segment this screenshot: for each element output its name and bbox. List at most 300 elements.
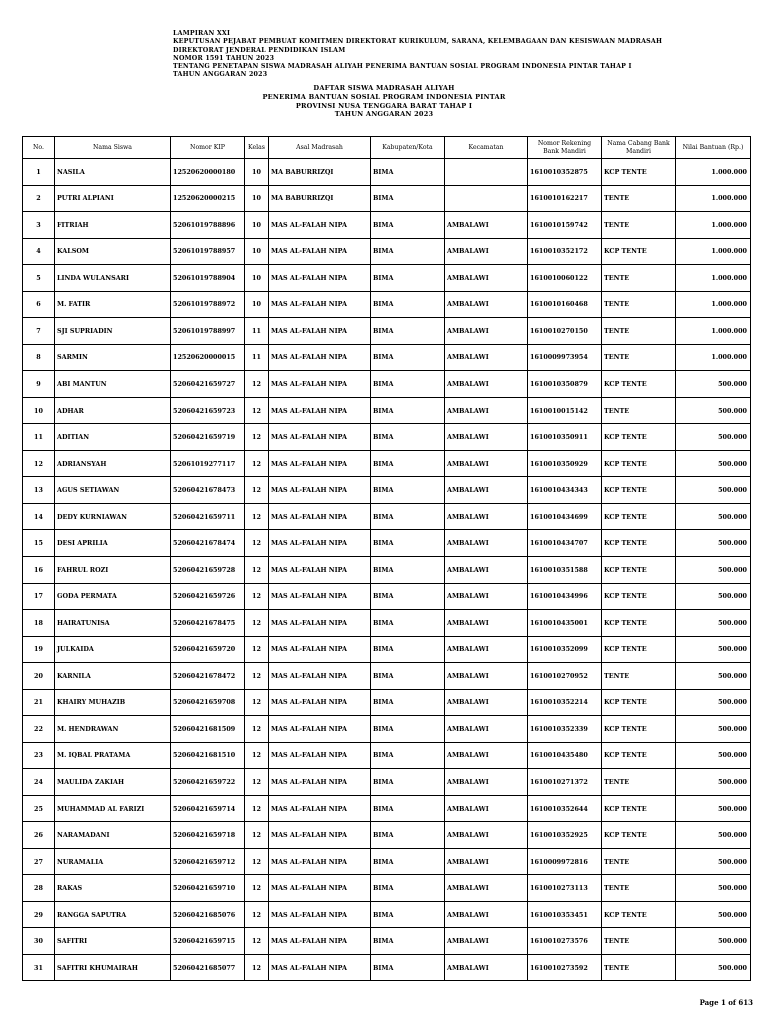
madrasah-name: MAS AL-FALAH NIPA [269,397,371,424]
row-number: 1 [23,159,55,186]
table-row [23,477,751,504]
account-number: 1610010015142 [528,397,602,424]
grade: 12 [245,875,269,902]
kip-number: 52061019788972 [171,291,245,318]
grade: 12 [245,795,269,822]
row-number: 19 [23,636,55,663]
kip-number: 52060421678475 [171,610,245,637]
account-number: 1610010270150 [528,318,602,345]
row-number: 5 [23,265,55,292]
row-number: 10 [23,397,55,424]
madrasah-name: MAS AL-FALAH NIPA [269,742,371,769]
regency: BIMA [371,477,445,504]
madrasah-name: MAS AL-FALAH NIPA [269,477,371,504]
row-number: 25 [23,795,55,822]
aid-amount: 500.000 [676,875,751,902]
district: AMBALAWI [445,397,528,424]
district: AMBALAWI [445,477,528,504]
table-row [23,636,751,663]
table-row [23,875,751,902]
aid-amount: 500.000 [676,954,751,981]
district: AMBALAWI [445,901,528,928]
student-name: RANGGA SAPUTRA [55,901,171,928]
table-row [23,716,751,743]
account-number: 1610010273592 [528,954,602,981]
bank-branch: TENTE [602,265,676,292]
row-number: 29 [23,901,55,928]
bank-branch: KCP TENTE [602,530,676,557]
madrasah-name: MAS AL-FALAH NIPA [269,636,371,663]
aid-amount: 500.000 [676,769,751,796]
madrasah-name: MAS AL-FALAH NIPA [269,238,371,265]
account-number: 1610010434996 [528,583,602,610]
kip-number: 52061019788997 [171,318,245,345]
table-header-row [23,137,751,159]
district: AMBALAWI [445,875,528,902]
student-name: DEDY KURNIAWAN [55,503,171,530]
row-number: 27 [23,848,55,875]
madrasah-name: MAS AL-FALAH NIPA [269,954,371,981]
kip-number: 52061019788957 [171,238,245,265]
kip-number: 52061019788896 [171,212,245,239]
row-number: 21 [23,689,55,716]
student-name: ADRIANSYAH [55,450,171,477]
student-name: MUHAMMAD AL FARIZI [55,795,171,822]
madrasah-name: MAS AL-FALAH NIPA [269,875,371,902]
madrasah-name: MAS AL-FALAH NIPA [269,318,371,345]
aid-amount: 500.000 [676,742,751,769]
kip-number: 52060421659723 [171,397,245,424]
grade: 12 [245,503,269,530]
grade: 10 [245,159,269,186]
aid-amount: 500.000 [676,901,751,928]
madrasah-name: MAS AL-FALAH NIPA [269,530,371,557]
account-number: 1610010352214 [528,689,602,716]
title-line: PROVINSI NUSA TENGGARA BARAT TAHAP I [295,101,473,110]
madrasah-name: MAS AL-FALAH NIPA [269,795,371,822]
madrasah-name: MAS AL-FALAH NIPA [269,556,371,583]
kip-number: 12520620000215 [171,185,245,212]
student-name: ADHAR [55,397,171,424]
table-row [23,769,751,796]
kip-number: 52060421659715 [171,928,245,955]
student-name: LINDA WULANSARI [55,265,171,292]
regency: BIMA [371,318,445,345]
table-row [23,795,751,822]
table-row [23,318,751,345]
row-number: 11 [23,424,55,451]
row-number: 14 [23,503,55,530]
kip-number: 52061019277117 [171,450,245,477]
regency: BIMA [371,954,445,981]
account-number: 1610010352644 [528,795,602,822]
regency: BIMA [371,291,445,318]
bank-branch: TENTE [602,954,676,981]
district: AMBALAWI [445,822,528,849]
row-number: 16 [23,556,55,583]
kip-number: 52060421678473 [171,477,245,504]
column-header: Nama Cabang Bank Mandiri [602,137,676,159]
district: AMBALAWI [445,848,528,875]
row-number: 3 [23,212,55,239]
column-header: Kelas [245,137,269,159]
student-name: NURAMALIA [55,848,171,875]
bank-branch: KCP TENTE [602,689,676,716]
kip-number: 52060421659719 [171,424,245,451]
row-number: 4 [23,238,55,265]
table-row [23,185,751,212]
aid-amount: 1.000.000 [676,318,751,345]
table-row [23,397,751,424]
student-name: SJI SUPRIADIN [55,318,171,345]
grade: 12 [245,371,269,398]
account-number: 1610010434707 [528,530,602,557]
bank-branch: TENTE [602,875,676,902]
grade: 12 [245,822,269,849]
madrasah-name: MAS AL-FALAH NIPA [269,371,371,398]
district: AMBALAWI [445,265,528,292]
account-number: 1610010270952 [528,663,602,690]
aid-amount: 500.000 [676,371,751,398]
aid-amount: 1.000.000 [676,291,751,318]
aid-amount: 500.000 [676,424,751,451]
bank-branch: KCP TENTE [602,822,676,849]
column-header: Nomor Rekening Bank Mandiri [528,137,602,159]
row-number: 22 [23,716,55,743]
grade: 12 [245,716,269,743]
regency: BIMA [371,716,445,743]
madrasah-name: MAS AL-FALAH NIPA [269,291,371,318]
student-name: DESI APRILIA [55,530,171,557]
student-name: M. IQBAL PRATAMA [55,742,171,769]
madrasah-name: MAS AL-FALAH NIPA [269,450,371,477]
aid-amount: 500.000 [676,397,751,424]
district: AMBALAWI [445,212,528,239]
table-row [23,424,751,451]
column-header: Nomor KIP [171,137,245,159]
table-row [23,291,751,318]
student-name: KARNILA [55,663,171,690]
bank-branch: TENTE [602,663,676,690]
row-number: 26 [23,822,55,849]
bank-branch: KCP TENTE [602,742,676,769]
account-number: 1610010353451 [528,901,602,928]
district: AMBALAWI [445,583,528,610]
row-number: 2 [23,185,55,212]
student-name: M. HENDRAWAN [55,716,171,743]
account-number: 1610010352172 [528,238,602,265]
district: AMBALAWI [445,238,528,265]
table-row [23,556,751,583]
kip-number: 52060421659727 [171,371,245,398]
row-number: 23 [23,742,55,769]
table-row [23,530,751,557]
student-name: ADITIAN [55,424,171,451]
regency: BIMA [371,663,445,690]
aid-amount: 1.000.000 [676,344,751,371]
district [445,185,528,212]
table-row [23,848,751,875]
madrasah-name: MAS AL-FALAH NIPA [269,583,371,610]
account-number: 1610010159742 [528,212,602,239]
district: AMBALAWI [445,928,528,955]
title-line: PENERIMA BANTUAN SOSIAL PROGRAM INDONESIA PINTAR [262,92,506,101]
column-header: Kecamatan [445,137,528,159]
table-row [23,450,751,477]
table-row [23,901,751,928]
grade: 12 [245,424,269,451]
student-name: KALSOM [55,238,171,265]
grade: 12 [245,397,269,424]
regency: BIMA [371,185,445,212]
grade: 12 [245,556,269,583]
kip-number: 52061019788904 [171,265,245,292]
document-title [0,84,768,119]
column-header: No. [23,137,55,159]
bank-branch: KCP TENTE [602,477,676,504]
student-name: SAFITRI [55,928,171,955]
madrasah-name: MAS AL-FALAH NIPA [269,663,371,690]
bank-branch: TENTE [602,928,676,955]
district: AMBALAWI [445,636,528,663]
regency: BIMA [371,212,445,239]
student-name: NASILA [55,159,171,186]
student-name: FAHRUL ROZI [55,556,171,583]
kip-number: 52060421681510 [171,742,245,769]
kip-number: 12520620000015 [171,344,245,371]
header-line: LAMPIRAN XXI [173,30,231,37]
aid-amount: 500.000 [676,530,751,557]
table-row [23,663,751,690]
header-line: NOMOR 1591 TAHUN 2023 [173,54,275,62]
aid-amount: 500.000 [676,822,751,849]
regency: BIMA [371,795,445,822]
kip-number: 52060421678472 [171,663,245,690]
bank-branch: KCP TENTE [602,450,676,477]
grade: 12 [245,477,269,504]
regency: BIMA [371,503,445,530]
bank-branch: TENTE [602,769,676,796]
account-number: 1610010273576 [528,928,602,955]
header-line: TENTANG PENETAPAN SISWA MADRASAH ALIYAH PENERIMA BANTUAN SOSIAL PROGRAM INDONESIA PINTAR TAHAP I [173,63,632,71]
row-number: 6 [23,291,55,318]
student-name: SARMIN [55,344,171,371]
madrasah-name: MA BABURRIZQI [269,185,371,212]
madrasah-name: MAS AL-FALAH NIPA [269,503,371,530]
account-number: 1610009972816 [528,848,602,875]
grade: 12 [245,954,269,981]
regency: BIMA [371,901,445,928]
grade: 12 [245,928,269,955]
regency: BIMA [371,265,445,292]
student-name: PUTRI ALPIANI [55,185,171,212]
regency: BIMA [371,769,445,796]
column-header: Nilai Bantuan (Rp.) [676,137,751,159]
table-row [23,583,751,610]
student-table [22,136,751,981]
row-number: 31 [23,954,55,981]
column-header: Nama Siswa [55,137,171,159]
bank-branch: TENTE [602,397,676,424]
table-row [23,159,751,186]
column-header: Kabupaten/Kota [371,137,445,159]
column-header: Asal Madrasah [269,137,371,159]
aid-amount: 500.000 [676,716,751,743]
row-number: 18 [23,610,55,637]
bank-branch: KCP TENTE [602,503,676,530]
student-name: RAKAS [55,875,171,902]
district: AMBALAWI [445,424,528,451]
kip-number: 52060421659708 [171,689,245,716]
aid-amount: 1.000.000 [676,185,751,212]
account-number: 1610009973954 [528,344,602,371]
grade: 11 [245,344,269,371]
account-number: 1610010435480 [528,742,602,769]
kip-number: 52060421678474 [171,530,245,557]
kip-number: 52060421659718 [171,822,245,849]
grade: 10 [245,238,269,265]
student-name: AGUS SETIAWAN [55,477,171,504]
aid-amount: 1.000.000 [676,238,751,265]
row-number: 30 [23,928,55,955]
account-number: 1610010350929 [528,450,602,477]
district: AMBALAWI [445,954,528,981]
district [445,159,528,186]
district: AMBALAWI [445,318,528,345]
table-body [23,159,751,981]
student-name: M. FATIR [55,291,171,318]
regency: BIMA [371,397,445,424]
grade: 12 [245,901,269,928]
account-number: 1610010434343 [528,477,602,504]
regency: BIMA [371,742,445,769]
account-number: 1610010273113 [528,875,602,902]
district: AMBALAWI [445,556,528,583]
table-row [23,954,751,981]
bank-branch: KCP TENTE [602,159,676,186]
account-number: 1610010435001 [528,610,602,637]
grade: 10 [245,265,269,292]
madrasah-name: MA BABURRIZQI [269,159,371,186]
regency: BIMA [371,689,445,716]
bank-branch: KCP TENTE [602,238,676,265]
kip-number: 52060421685076 [171,901,245,928]
district: AMBALAWI [445,742,528,769]
bank-branch: TENTE [602,185,676,212]
student-name: ABI MANTUN [55,371,171,398]
madrasah-name: MAS AL-FALAH NIPA [269,610,371,637]
aid-amount: 1.000.000 [676,212,751,239]
kip-number: 52060421681509 [171,716,245,743]
madrasah-name: MAS AL-FALAH NIPA [269,689,371,716]
bank-branch: TENTE [602,344,676,371]
kip-number: 52060421659711 [171,503,245,530]
aid-amount: 500.000 [676,928,751,955]
district: AMBALAWI [445,503,528,530]
bank-branch: KCP TENTE [602,583,676,610]
kip-number: 52060421659720 [171,636,245,663]
table-row [23,503,751,530]
madrasah-name: MAS AL-FALAH NIPA [269,822,371,849]
district: AMBALAWI [445,795,528,822]
district: AMBALAWI [445,450,528,477]
bank-branch: TENTE [602,848,676,875]
madrasah-name: MAS AL-FALAH NIPA [269,424,371,451]
row-number: 15 [23,530,55,557]
header-line: TAHUN ANGGARAN 2023 [173,71,268,79]
student-name: FITRIAH [55,212,171,239]
account-number: 1610010352925 [528,822,602,849]
regency: BIMA [371,610,445,637]
account-number: 1610010160468 [528,291,602,318]
regency: BIMA [371,928,445,955]
bank-branch: KCP TENTE [602,901,676,928]
kip-number: 52060421659714 [171,795,245,822]
aid-amount: 500.000 [676,477,751,504]
grade: 12 [245,610,269,637]
district: AMBALAWI [445,344,528,371]
row-number: 24 [23,769,55,796]
regency: BIMA [371,583,445,610]
row-number: 7 [23,318,55,345]
student-name: JULKAIDA [55,636,171,663]
regency: BIMA [371,424,445,451]
grade: 11 [245,318,269,345]
kip-number: 52060421659726 [171,583,245,610]
madrasah-name: MAS AL-FALAH NIPA [269,928,371,955]
student-name: GODA PERMATA [55,583,171,610]
table-row [23,610,751,637]
student-name: NARAMADANI [55,822,171,849]
header-line: DIREKTORAT JENDERAL PENDIDIKAN ISLAM [173,46,346,54]
regency: BIMA [371,556,445,583]
district: AMBALAWI [445,371,528,398]
grade: 12 [245,663,269,690]
aid-amount: 500.000 [676,450,751,477]
regency: BIMA [371,822,445,849]
grade: 10 [245,212,269,239]
bank-branch: KCP TENTE [602,795,676,822]
district: AMBALAWI [445,716,528,743]
page-number: Page 1 of 613 [699,998,753,1007]
regency: BIMA [371,530,445,557]
aid-amount: 500.000 [676,663,751,690]
row-number: 13 [23,477,55,504]
account-number: 1610010351588 [528,556,602,583]
table-row [23,265,751,292]
kip-number: 52060421659722 [171,769,245,796]
table-row [23,238,751,265]
bank-branch: KCP TENTE [602,424,676,451]
aid-amount: 500.000 [676,610,751,637]
table-row [23,371,751,398]
grade: 12 [245,583,269,610]
bank-branch: KCP TENTE [602,371,676,398]
account-number: 1610010352099 [528,636,602,663]
table-row [23,344,751,371]
bank-branch: TENTE [602,318,676,345]
regency: BIMA [371,848,445,875]
district: AMBALAWI [445,530,528,557]
bank-branch: TENTE [602,212,676,239]
row-number: 20 [23,663,55,690]
account-number: 1610010352339 [528,716,602,743]
madrasah-name: MAS AL-FALAH NIPA [269,212,371,239]
account-number: 1610010350879 [528,371,602,398]
district: AMBALAWI [445,663,528,690]
aid-amount: 1.000.000 [676,159,751,186]
regency: BIMA [371,238,445,265]
